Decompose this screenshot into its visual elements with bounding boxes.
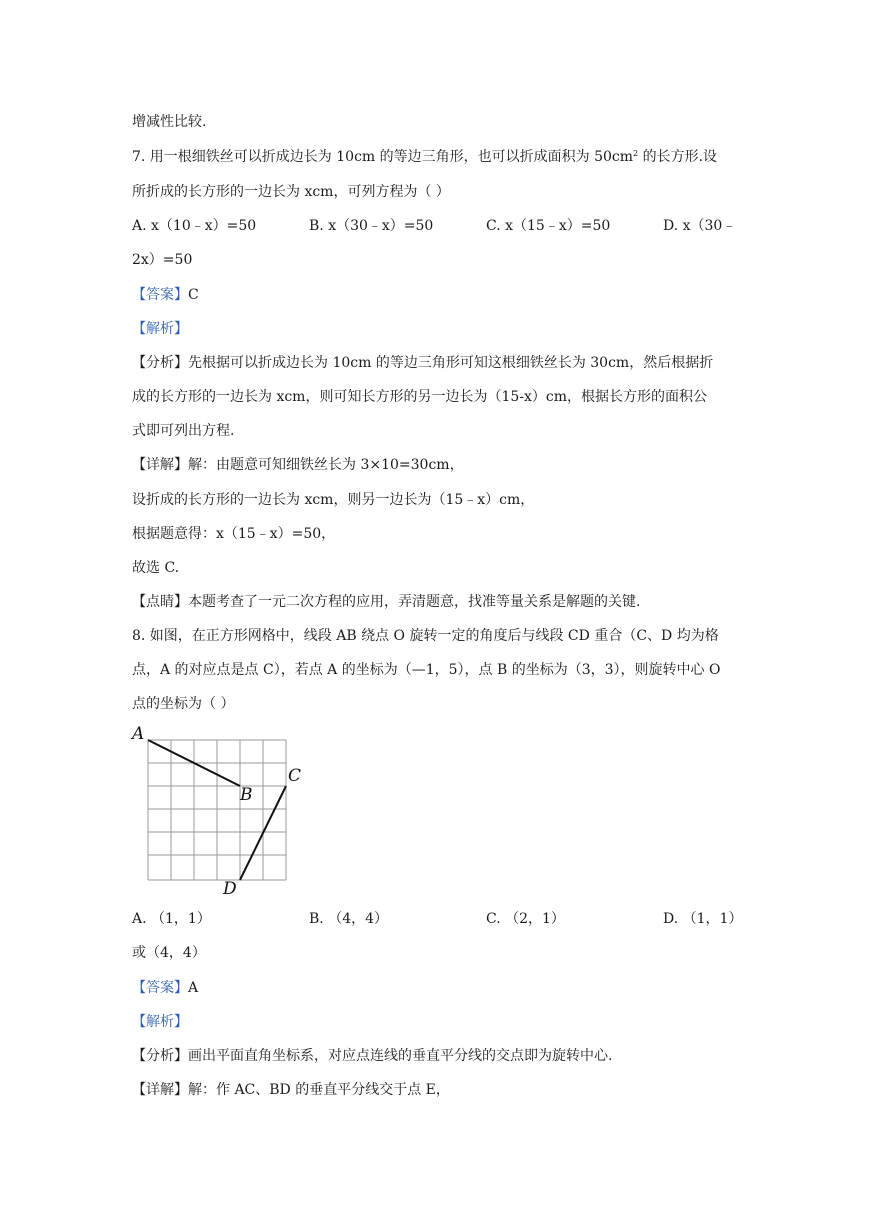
- grid-lines: [148, 740, 286, 880]
- grid-figure: [130, 724, 305, 896]
- q7-comment: 【点睛】本题考查了一元二次方程的应用，弄清题意，找准等量关系是解题的关键.: [132, 594, 641, 610]
- q7-stem-line-1: [132, 147, 717, 167]
- answer-value: C: [188, 287, 199, 303]
- q8-detail-line-1: 【详解】解：作 AC、BD 的垂直平分线交于点 E，: [132, 1082, 450, 1098]
- q7-detail-line-3: 根据题意得：x（15﹣x）=50，: [132, 526, 336, 542]
- q8-option-d-cont: 或（4，4）: [132, 945, 206, 961]
- q8-answer: [132, 978, 198, 998]
- q7-option-d-cont: 2x）=50: [132, 252, 193, 268]
- q8-option-a: A. （1，1）: [132, 911, 211, 927]
- label-c: C: [288, 766, 302, 786]
- q8-analysis-tag: 【解析】: [132, 1014, 188, 1030]
- label-d: D: [223, 879, 237, 896]
- q8-option-b: B. （4，4）: [309, 911, 389, 927]
- q8-option-c: C. （2，1）: [486, 911, 565, 927]
- q7-answer: [132, 285, 199, 305]
- q7-stem-line-2: 所折成的长方形的一边长为 xcm，可列方程为（ ）: [132, 184, 450, 200]
- q7-detail-line-1: 【详解】解：由题意可知细铁丝长为 3×10=30cm，: [132, 457, 464, 473]
- q7-option-c: C. x（15﹣x）=50: [486, 218, 611, 234]
- q8-option-d: D. （1，1）: [663, 911, 743, 927]
- answer-tag: 【答案】: [132, 980, 188, 996]
- q7-fenxi-line-3: 式即可列出方程.: [132, 423, 235, 439]
- q7-stem-text-tail: 的长方形.设: [638, 149, 718, 165]
- q7-option-a: A. x（10﹣x）=50: [132, 218, 257, 234]
- superscript: 2: [633, 149, 639, 158]
- q7-fenxi-line-2: 成的长方形的一边长为 xcm，则可知长方形的另一边长为（15-x）cm，根据长方形的面积公: [132, 389, 708, 405]
- q7-detail-line-2: 设折成的长方形的一边长为 xcm，则另一边长为（15﹣x）cm，: [132, 492, 535, 508]
- q7-detail-line-4: 故选 C.: [132, 560, 180, 576]
- q8-stem-line-1: 8. 如图，在正方形网格中，线段 AB 绕点 O 旋转一定的角度后与线段 CD 重合（C、D 均为格: [132, 628, 719, 644]
- q7-option-d: D. x（30﹣: [663, 218, 737, 234]
- q7-option-b: B. x（30﹣x）=50: [309, 218, 434, 234]
- q7-fenxi-line-1: 【分析】先根据可以折成边长为 10cm 的等边三角形可知这根细铁丝长为 30cm，然后根据折: [132, 355, 714, 371]
- label-b: B: [240, 785, 253, 805]
- q8-stem-line-2: 点，A 的对应点是点 C），若点 A 的坐标为（—1，5），点 B 的坐标为（3，3），则旋转中心 O: [132, 662, 721, 678]
- label-a: A: [132, 724, 145, 744]
- answer-tag: 【答案】: [132, 287, 188, 303]
- text-line: 增减性比较.: [132, 114, 207, 130]
- q7-analysis-tag: 【解析】: [132, 321, 188, 337]
- q7-stem-text: 7. 用一根细铁丝可以折成边长为 10cm 的等边三角形，也可以折成面积为 50cm: [132, 149, 634, 165]
- q8-stem-line-3: 点的坐标为（ ）: [132, 696, 235, 712]
- answer-value: A: [188, 980, 199, 996]
- q8-fenxi: 【分析】画出平面直角坐标系，对应点连线的垂直平分线的交点即为旋转中心.: [132, 1048, 613, 1064]
